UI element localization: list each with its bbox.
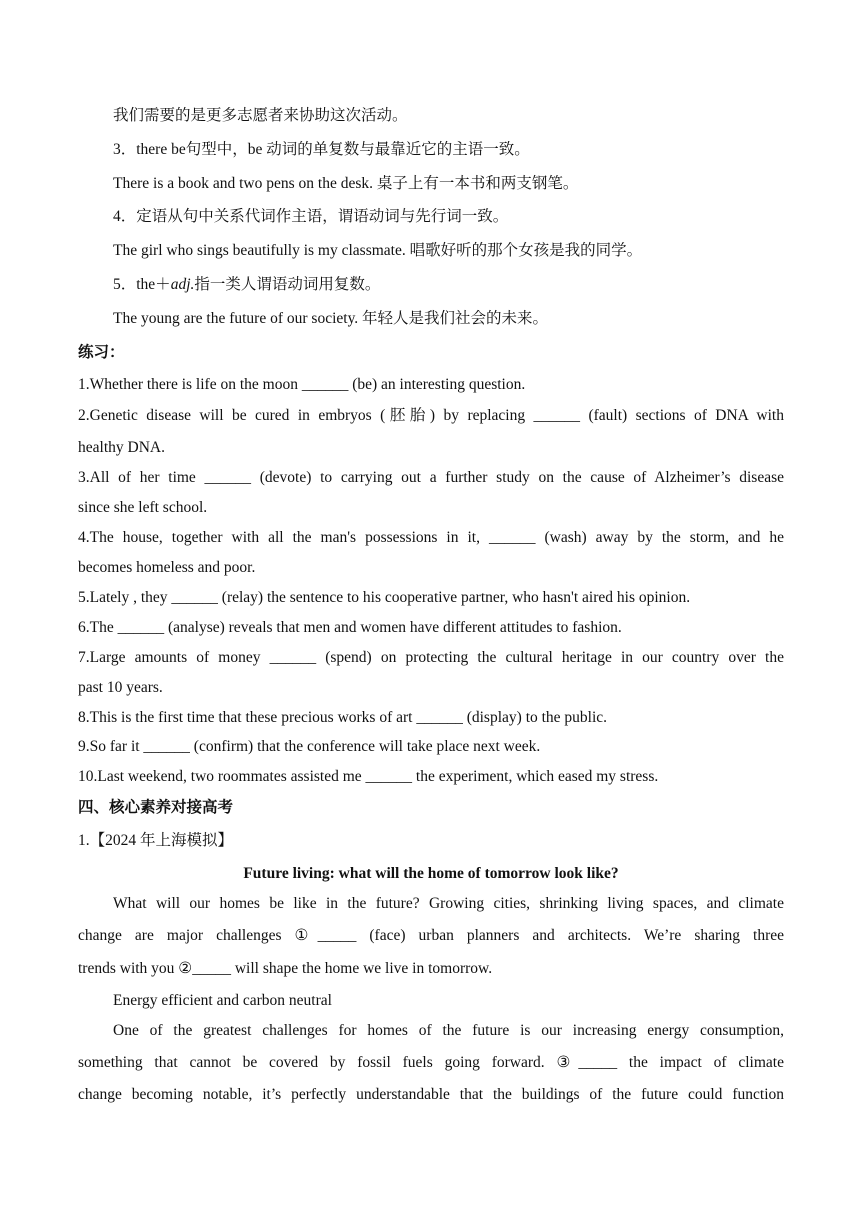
question-3-line1: 3.All of her time ______ (devote) to carrying out a further study on the cause of Alzheimer’s disease bbox=[78, 469, 784, 486]
rule5-example: The young are the future of our society. 年轻人是我们社会的未来。 bbox=[113, 310, 549, 327]
article-subheading: Energy efficient and carbon neutral bbox=[113, 992, 332, 1009]
question-1: 1.Whether there is life on the moon ______ (be) an interesting question. bbox=[78, 376, 526, 393]
practice-heading: 练习： bbox=[78, 344, 125, 361]
article-p1-line2: change are major challenges ①_____ (face) urban planners and architects. We’re sharing three bbox=[78, 927, 784, 944]
rule3-example: There is a book and two pens on the desk. 桌子上有一本书和两支钢笔。 bbox=[113, 175, 579, 192]
rule3-prefix: 3．there be bbox=[113, 141, 186, 158]
rule3-rest: 句型中，be 动词的单复数与最靠近它的主语一致。 bbox=[185, 141, 530, 158]
question-10: 10.Last weekend, two roommates assisted me ______ the experiment, which eased my stress. bbox=[78, 768, 659, 785]
question-2-line1: 2.Genetic disease will be cured in embryos (胚胎) by replacing ______ (fault) sections of DNA with bbox=[78, 407, 784, 424]
question-7-line2: past 10 years. bbox=[78, 679, 163, 696]
rule4: 4．定语从句中关系代词作主语，谓语动词与先行词一致。 bbox=[113, 208, 509, 225]
section4-item1: 1.【2024 年上海模拟】 bbox=[78, 832, 234, 849]
rule3 bbox=[78, 140, 530, 160]
article-p2-line1: One of the greatest challenges for homes of the future is our increasing energy consumption, bbox=[113, 1022, 784, 1039]
rule5 bbox=[78, 275, 380, 295]
rule5-adj: adj. bbox=[170, 276, 195, 293]
rule5-prefix: 5．the＋ bbox=[113, 276, 171, 293]
question-6: 6.The ______ (analyse) reveals that men and women have different attitudes to fashion. bbox=[78, 619, 622, 636]
article-title: Future living: what will the home of tomorrow look like? bbox=[243, 865, 619, 882]
question-9: 9.So far it ______ (confirm) that the conference will take place next week. bbox=[78, 738, 541, 755]
article-p2-line3: change becoming notable, it’s perfectly understandable that the buildings of the future could function bbox=[78, 1086, 784, 1103]
article-p2-line2: something that cannot be covered by fossil fuels going forward. ③_____ the impact of climate bbox=[78, 1054, 784, 1071]
rule5-rest: 指一类人谓语动词用复数。 bbox=[194, 276, 381, 293]
question-4-line2: becomes homeless and poor. bbox=[78, 559, 256, 576]
question-5: 5.Lately , they ______ (relay) the sentence to his cooperative partner, who hasn't aired his opinion. bbox=[78, 589, 691, 606]
article-p1-line1: What will our homes be like in the future? Growing cities, shrinking living spaces, and climate bbox=[113, 895, 784, 912]
question-4-line1: 4.The house, together with all the man's possessions in it, ______ (wash) away by the storm, and he bbox=[78, 529, 784, 546]
question-2-line2: healthy DNA. bbox=[78, 439, 165, 456]
rule2-example-cn: 我们需要的是更多志愿者来协助这次活动。 bbox=[113, 107, 408, 124]
article-p1-line3: trends with you ②_____ will shape the home we live in tomorrow. bbox=[78, 960, 493, 977]
question-3-line2: since she left school. bbox=[78, 499, 208, 516]
rule4-example: The girl who sings beautifully is my classmate. 唱歌好听的那个女孩是我的同学。 bbox=[113, 242, 643, 259]
section4-heading: 四、核心素养对接高考 bbox=[78, 799, 234, 816]
question-8: 8.This is the first time that these precious works of art ______ (display) to the public. bbox=[78, 709, 608, 726]
question-7-line1: 7.Large amounts of money ______ (spend) on protecting the cultural heritage in our country over the bbox=[78, 649, 784, 666]
